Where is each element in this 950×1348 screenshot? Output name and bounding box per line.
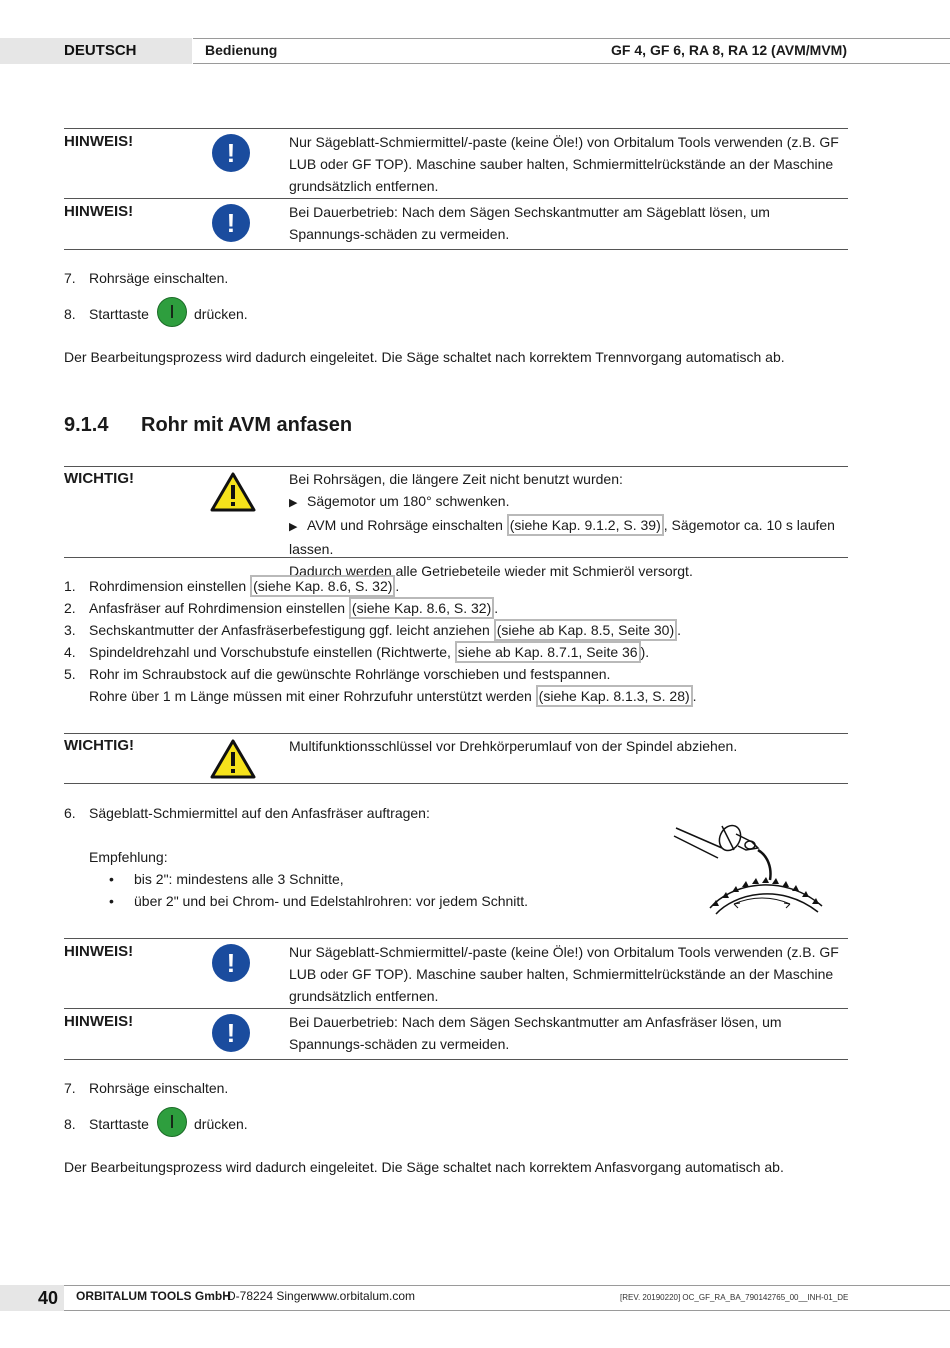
recommendation-list — [89, 868, 649, 912]
wichtig-line: Dadurch werden alle Getriebeteile wieder mit Schmieröl versorgt. — [289, 563, 693, 579]
wichtig-text — [289, 468, 845, 582]
wichtig-line: Bei Rohrsägen, die längere Zeit nicht benutzt wurden: — [289, 471, 623, 487]
cross-reference-link[interactable]: (siehe Kap. 9.1.2, S. 39) — [507, 514, 664, 536]
step-text: Rohrsäge einschalten. — [89, 1080, 229, 1096]
step-text: drücken. — [194, 306, 248, 322]
list-item: • über 2" und bei Chrom- und Edelstahlrohren: vor jedem Schnitt. — [89, 890, 649, 912]
notice-text: Bei Dauerbetrieb: Nach dem Sägen Sechskantmutter am Sägeblatt lösen, um Spannungs-schäden zu vermeiden. — [289, 204, 770, 242]
steps-list — [64, 575, 864, 707]
notice-text: Nur Sägeblatt-Schmiermittel/-paste (keine Öle!) von Orbitalum Tools verwenden (z.B. GF LUB oder GF TOP). Maschine sauber halten, Schmiermittelrückstände an der Maschine grundsätzlich entfernen. — [289, 134, 839, 194]
notice-title: HINWEIS! — [64, 133, 134, 150]
exclamation-circle-icon: ! — [212, 944, 250, 982]
notice-title: HINWEIS! — [64, 203, 134, 220]
warning-triangle-icon — [210, 472, 256, 512]
header-section: Bedienung — [205, 42, 278, 58]
lubricant-illustration — [672, 800, 832, 925]
list-item: 3. Sechskantmutter der Anfasfräserbefestigung ggf. leicht anziehen (siehe ab Kap. 8.5, Seite 30) . — [64, 619, 864, 641]
list-item: Rohre über 1 m Länge müssen mit einer Rohrzufuhr unterstützt werden (siehe Kap. 8.1.3, S. 28) . — [64, 685, 864, 707]
section-title: Rohr mit AVM anfasen — [141, 414, 353, 436]
start-button-icon: I — [157, 297, 187, 327]
header-language: DEUTSCH — [0, 38, 192, 64]
exclamation-circle-icon: ! — [212, 134, 250, 172]
wichtig-line: ▶ AVM und Rohrsäge einschalten (siehe Kap. 9.1.2, S. 39) , Sägemotor ca. 10 s laufen lassen. — [289, 514, 845, 560]
cross-reference-link[interactable]: (siehe Kap. 8.6, S. 32) — [349, 597, 494, 619]
page-number: 40 — [0, 1285, 64, 1311]
footer-revision: [REV. 20190220] OC_GF_RA_BA_790142765_00__INH-01_DE — [620, 1293, 849, 1302]
exclamation-circle-icon: ! — [212, 1014, 250, 1052]
step-number: 8. — [64, 1116, 76, 1132]
list-item: 1. Rohrdimension einstellen (siehe Kap. 8.6, S. 32) . — [64, 575, 864, 597]
step-text: Starttaste — [89, 1116, 149, 1132]
cross-reference-link[interactable]: (siehe Kap. 8.6, S. 32) — [250, 575, 395, 597]
step-number: 7. — [64, 1080, 76, 1096]
step-text: Starttaste — [89, 306, 149, 322]
wichtig-rule-top — [64, 733, 848, 734]
footer-address: D-78224 Singen — [227, 1289, 314, 1303]
wichtig-text: Multifunktionsschlüssel vor Drehkörperumlauf von der Spindel abziehen. — [289, 738, 738, 754]
section-heading — [64, 414, 352, 437]
notice-rule-bottom — [64, 249, 848, 250]
footer-website[interactable]: www.orbitalum.com — [311, 1289, 416, 1303]
start-button-icon: I — [157, 1107, 187, 1137]
wichtig-rule-bottom — [64, 783, 848, 784]
step-text: Rohrsäge einschalten. — [89, 270, 229, 286]
result-text: Der Bearbeitungsprozess wird dadurch eingeleitet. Die Säge schaltet nach korrektem Trennvorgang automatisch ab. — [64, 349, 785, 365]
notice-text: Nur Sägeblatt-Schmiermittel/-paste (keine Öle!) von Orbitalum Tools verwenden (z.B. GF LUB oder GF TOP). Maschine sauber halten, Schmiermittelrückstände an der Maschine grundsätzlich entfernen. — [289, 944, 839, 1004]
recommendation-label: Empfehlung: — [89, 849, 168, 865]
arrow-right-icon: ▶ — [289, 521, 298, 533]
cross-reference-link[interactable]: siehe ab Kap. 8.7.1, Seite 36 — [455, 641, 641, 663]
list-item: 2. Anfasfräser auf Rohrdimension einstellen (siehe Kap. 8.6, S. 32) . — [64, 597, 864, 619]
notice-text: Bei Dauerbetrieb: Nach dem Sägen Sechskantmutter am Anfasfräser lösen, um Spannungs-schäden zu vermeiden. — [289, 1014, 782, 1052]
warning-triangle-icon — [210, 739, 256, 779]
notice-rule-top — [64, 128, 848, 129]
wichtig-rule-bottom — [64, 557, 848, 558]
list-item: 5. Rohr im Schraubstock auf die gewünschte Rohrlänge vorschieben und festspannen. — [64, 666, 611, 682]
footer-company: ORBITALUM TOOLS GmbH — [76, 1289, 231, 1303]
notice-title: HINWEIS! — [64, 1013, 134, 1030]
list-item: • bis 2": mindestens alle 3 Schnitte, — [89, 868, 649, 890]
step-number: 8. — [64, 306, 76, 322]
header-models: GF 4, GF 6, RA 8, RA 12 (AVM/MVM) — [611, 42, 847, 58]
notice-rule-top — [64, 938, 848, 939]
notice-title: HINWEIS! — [64, 943, 134, 960]
exclamation-circle-icon: ! — [212, 204, 250, 242]
section-number: 9.1.4 — [64, 414, 109, 436]
result-text: Der Bearbeitungsprozess wird dadurch eingeleitet. Die Säge schaltet nach korrektem Anfasvorgang automatisch ab. — [64, 1159, 784, 1175]
step-text: Sägeblatt-Schmiermittel auf den Anfasfräser auftragen: — [89, 805, 430, 821]
wichtig-title: WICHTIG! — [64, 737, 134, 754]
notice-rule-mid — [64, 198, 848, 199]
wichtig-rule-top — [64, 466, 848, 467]
step-text: drücken. — [194, 1116, 248, 1132]
cross-reference-link[interactable]: (siehe Kap. 8.1.3, S. 28) — [536, 685, 693, 707]
step-number: 6. — [64, 805, 76, 821]
notice-rule-bottom — [64, 1059, 848, 1060]
cross-reference-link[interactable]: (siehe ab Kap. 8.5, Seite 30) — [494, 619, 677, 641]
wichtig-line: ▶ Sägemotor um 180° schwenken. — [289, 490, 845, 514]
wichtig-title: WICHTIG! — [64, 470, 134, 487]
step-number: 7. — [64, 270, 76, 286]
notice-rule-mid — [64, 1008, 848, 1009]
list-item: 4. Spindeldrehzahl und Vorschubstufe einstellen (Richtwerte, siehe ab Kap. 8.7.1, Seite 36 ). — [64, 641, 864, 663]
arrow-right-icon: ▶ — [289, 497, 298, 509]
